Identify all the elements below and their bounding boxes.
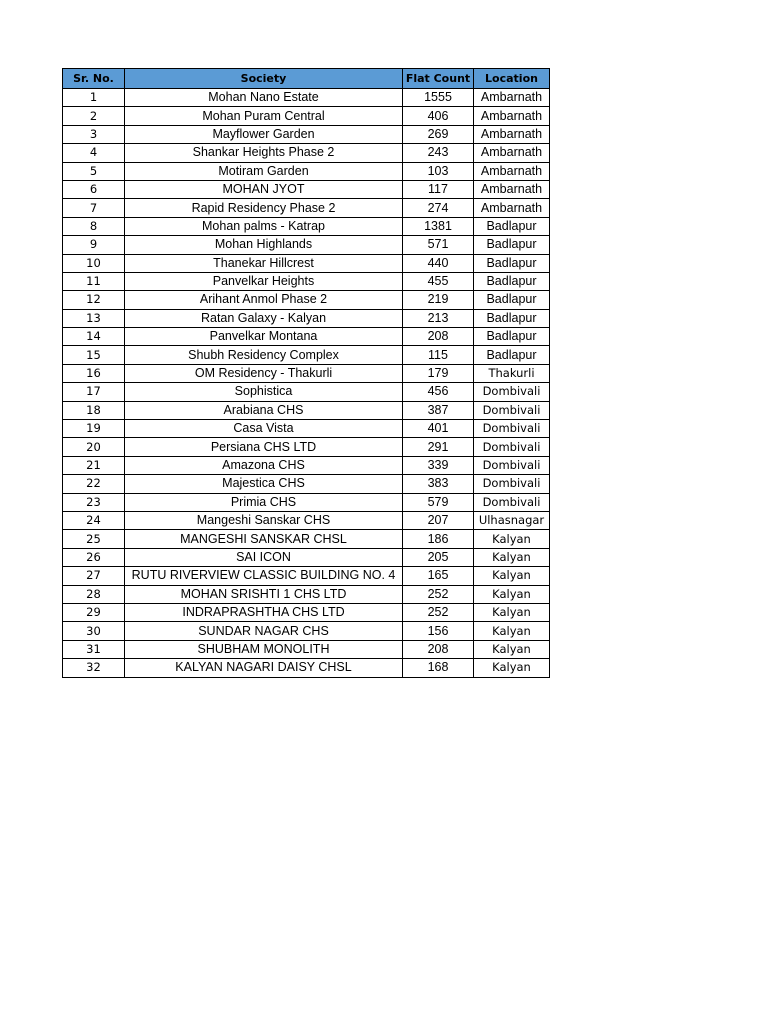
- location-cell: Ambarnath: [474, 199, 550, 217]
- table-row: [63, 548, 550, 566]
- flat-count-cell: 571: [403, 236, 474, 254]
- sr-no-cell: 25: [63, 530, 125, 548]
- sr-no-cell: 23: [63, 493, 125, 511]
- flat-count-cell: 243: [403, 144, 474, 162]
- society-cell: MOHAN SRISHTI 1 CHS LTD: [125, 585, 403, 603]
- table-row: [63, 162, 550, 180]
- flat-count-cell: 1381: [403, 217, 474, 235]
- sr-no-cell: 27: [63, 567, 125, 585]
- flat-count-cell: 291: [403, 438, 474, 456]
- table-row: [63, 144, 550, 162]
- table-row: [63, 328, 550, 346]
- flat-count-cell: 252: [403, 603, 474, 621]
- sr-no-cell: 9: [63, 236, 125, 254]
- flat-count-cell: 269: [403, 125, 474, 143]
- flat-count-cell: 406: [403, 107, 474, 125]
- flat-count-cell: 274: [403, 199, 474, 217]
- sr-no-cell: 22: [63, 475, 125, 493]
- table-row: [63, 475, 550, 493]
- society-cell: SAI ICON: [125, 548, 403, 566]
- society-cell: Persiana CHS LTD: [125, 438, 403, 456]
- flat-count-cell: 401: [403, 420, 474, 438]
- table-row: [63, 199, 550, 217]
- location-cell: Badlapur: [474, 254, 550, 272]
- sr-no-cell: 20: [63, 438, 125, 456]
- sr-no-cell: 19: [63, 420, 125, 438]
- header-society: Society: [125, 69, 403, 89]
- table-row: [63, 364, 550, 382]
- society-cell: Arabiana CHS: [125, 401, 403, 419]
- society-cell: SHUBHAM MONOLITH: [125, 640, 403, 658]
- location-cell: Badlapur: [474, 346, 550, 364]
- table-row: [63, 346, 550, 364]
- location-cell: Kalyan: [474, 622, 550, 640]
- sr-no-cell: 31: [63, 640, 125, 658]
- sr-no-cell: 15: [63, 346, 125, 364]
- flat-count-cell: 579: [403, 493, 474, 511]
- table-row: [63, 567, 550, 585]
- society-cell: SUNDAR NAGAR CHS: [125, 622, 403, 640]
- location-cell: Badlapur: [474, 236, 550, 254]
- sr-no-cell: 32: [63, 659, 125, 677]
- flat-count-cell: 168: [403, 659, 474, 677]
- sr-no-cell: 8: [63, 217, 125, 235]
- location-cell: Ulhasnagar: [474, 511, 550, 529]
- table-row: [63, 640, 550, 658]
- sr-no-cell: 29: [63, 603, 125, 621]
- sr-no-cell: 18: [63, 401, 125, 419]
- location-cell: Thakurli: [474, 364, 550, 382]
- table-row: [63, 217, 550, 235]
- table-row: [63, 291, 550, 309]
- flat-count-cell: 213: [403, 309, 474, 327]
- flat-count-cell: 219: [403, 291, 474, 309]
- sr-no-cell: 6: [63, 180, 125, 198]
- flat-count-cell: 455: [403, 272, 474, 290]
- flat-count-cell: 156: [403, 622, 474, 640]
- table-row: [63, 603, 550, 621]
- sr-no-cell: 5: [63, 162, 125, 180]
- sr-no-cell: 12: [63, 291, 125, 309]
- sr-no-cell: 14: [63, 328, 125, 346]
- society-cell: KALYAN NAGARI DAISY CHSL: [125, 659, 403, 677]
- location-cell: Dombivali: [474, 456, 550, 474]
- location-cell: Badlapur: [474, 309, 550, 327]
- sr-no-cell: 13: [63, 309, 125, 327]
- flat-count-cell: 252: [403, 585, 474, 603]
- location-cell: Kalyan: [474, 640, 550, 658]
- society-table: [62, 68, 550, 678]
- society-cell: Arihant Anmol Phase 2: [125, 291, 403, 309]
- sr-no-cell: 26: [63, 548, 125, 566]
- flat-count-cell: 179: [403, 364, 474, 382]
- table-row: [63, 401, 550, 419]
- society-cell: Motiram Garden: [125, 162, 403, 180]
- flat-count-cell: 208: [403, 640, 474, 658]
- society-cell: Thanekar Hillcrest: [125, 254, 403, 272]
- sr-no-cell: 10: [63, 254, 125, 272]
- flat-count-cell: 115: [403, 346, 474, 364]
- sr-no-cell: 7: [63, 199, 125, 217]
- society-cell: OM Residency - Thakurli: [125, 364, 403, 382]
- society-cell: Mayflower Garden: [125, 125, 403, 143]
- table-row: [63, 493, 550, 511]
- sr-no-cell: 17: [63, 383, 125, 401]
- location-cell: Badlapur: [474, 291, 550, 309]
- society-cell: Mohan Puram Central: [125, 107, 403, 125]
- society-cell: INDRAPRASHTHA CHS LTD: [125, 603, 403, 621]
- location-cell: Dombivali: [474, 493, 550, 511]
- table-row: [63, 236, 550, 254]
- table-row: [63, 383, 550, 401]
- society-cell: Amazona CHS: [125, 456, 403, 474]
- society-cell: Panvelkar Montana: [125, 328, 403, 346]
- society-cell: Majestica CHS: [125, 475, 403, 493]
- table-row: [63, 456, 550, 474]
- society-cell: Mohan palms - Katrap: [125, 217, 403, 235]
- flat-count-cell: 440: [403, 254, 474, 272]
- sr-no-cell: 1: [63, 89, 125, 107]
- table-header: [63, 69, 550, 89]
- location-cell: Kalyan: [474, 659, 550, 677]
- society-cell: Panvelkar Heights: [125, 272, 403, 290]
- table-row: [63, 180, 550, 198]
- table-row: [63, 89, 550, 107]
- table-row: [63, 420, 550, 438]
- sr-no-cell: 16: [63, 364, 125, 382]
- flat-count-cell: 103: [403, 162, 474, 180]
- flat-count-cell: 456: [403, 383, 474, 401]
- flat-count-cell: 387: [403, 401, 474, 419]
- flat-count-cell: 117: [403, 180, 474, 198]
- society-cell: MOHAN JYOT: [125, 180, 403, 198]
- location-cell: Ambarnath: [474, 89, 550, 107]
- flat-count-cell: 205: [403, 548, 474, 566]
- society-cell: Shubh Residency Complex: [125, 346, 403, 364]
- table-row: [63, 585, 550, 603]
- header-flat-count: Flat Count: [403, 69, 474, 89]
- society-cell: Rapid Residency Phase 2: [125, 199, 403, 217]
- table-row: [63, 125, 550, 143]
- table-row: [63, 272, 550, 290]
- table-row: [63, 622, 550, 640]
- location-cell: Dombivali: [474, 475, 550, 493]
- flat-count-cell: 207: [403, 511, 474, 529]
- location-cell: Kalyan: [474, 603, 550, 621]
- location-cell: Dombivali: [474, 420, 550, 438]
- location-cell: Ambarnath: [474, 125, 550, 143]
- table-row: [63, 254, 550, 272]
- society-cell: Ratan Galaxy - Kalyan: [125, 309, 403, 327]
- header-row: [63, 69, 550, 89]
- table-row: [63, 659, 550, 677]
- header-location: Location: [474, 69, 550, 89]
- society-cell: Mangeshi Sanskar CHS: [125, 511, 403, 529]
- society-cell: Mohan Highlands: [125, 236, 403, 254]
- location-cell: Badlapur: [474, 272, 550, 290]
- location-cell: Dombivali: [474, 438, 550, 456]
- table-row: [63, 107, 550, 125]
- location-cell: Dombivali: [474, 383, 550, 401]
- location-cell: Kalyan: [474, 548, 550, 566]
- sr-no-cell: 3: [63, 125, 125, 143]
- location-cell: Dombivali: [474, 401, 550, 419]
- table-row: [63, 511, 550, 529]
- flat-count-cell: 339: [403, 456, 474, 474]
- society-cell: Shankar Heights Phase 2: [125, 144, 403, 162]
- flat-count-cell: 383: [403, 475, 474, 493]
- location-cell: Ambarnath: [474, 162, 550, 180]
- sr-no-cell: 24: [63, 511, 125, 529]
- sr-no-cell: 28: [63, 585, 125, 603]
- flat-count-cell: 208: [403, 328, 474, 346]
- society-cell: Primia CHS: [125, 493, 403, 511]
- location-cell: Kalyan: [474, 567, 550, 585]
- location-cell: Kalyan: [474, 585, 550, 603]
- location-cell: Ambarnath: [474, 180, 550, 198]
- location-cell: Badlapur: [474, 217, 550, 235]
- header-sr-no: Sr. No.: [63, 69, 125, 89]
- flat-count-cell: 1555: [403, 89, 474, 107]
- flat-count-cell: 165: [403, 567, 474, 585]
- society-cell: RUTU RIVERVIEW CLASSIC BUILDING NO. 4: [125, 567, 403, 585]
- location-cell: Ambarnath: [474, 144, 550, 162]
- sr-no-cell: 11: [63, 272, 125, 290]
- society-cell: Sophistica: [125, 383, 403, 401]
- sr-no-cell: 21: [63, 456, 125, 474]
- table-row: [63, 438, 550, 456]
- table-body: [63, 89, 550, 678]
- society-cell: Casa Vista: [125, 420, 403, 438]
- location-cell: Ambarnath: [474, 107, 550, 125]
- location-cell: Badlapur: [474, 328, 550, 346]
- sr-no-cell: 2: [63, 107, 125, 125]
- sr-no-cell: 30: [63, 622, 125, 640]
- flat-count-cell: 186: [403, 530, 474, 548]
- table-row: [63, 309, 550, 327]
- sr-no-cell: 4: [63, 144, 125, 162]
- location-cell: Kalyan: [474, 530, 550, 548]
- society-cell: MANGESHI SANSKAR CHSL: [125, 530, 403, 548]
- table-row: [63, 530, 550, 548]
- society-cell: Mohan Nano Estate: [125, 89, 403, 107]
